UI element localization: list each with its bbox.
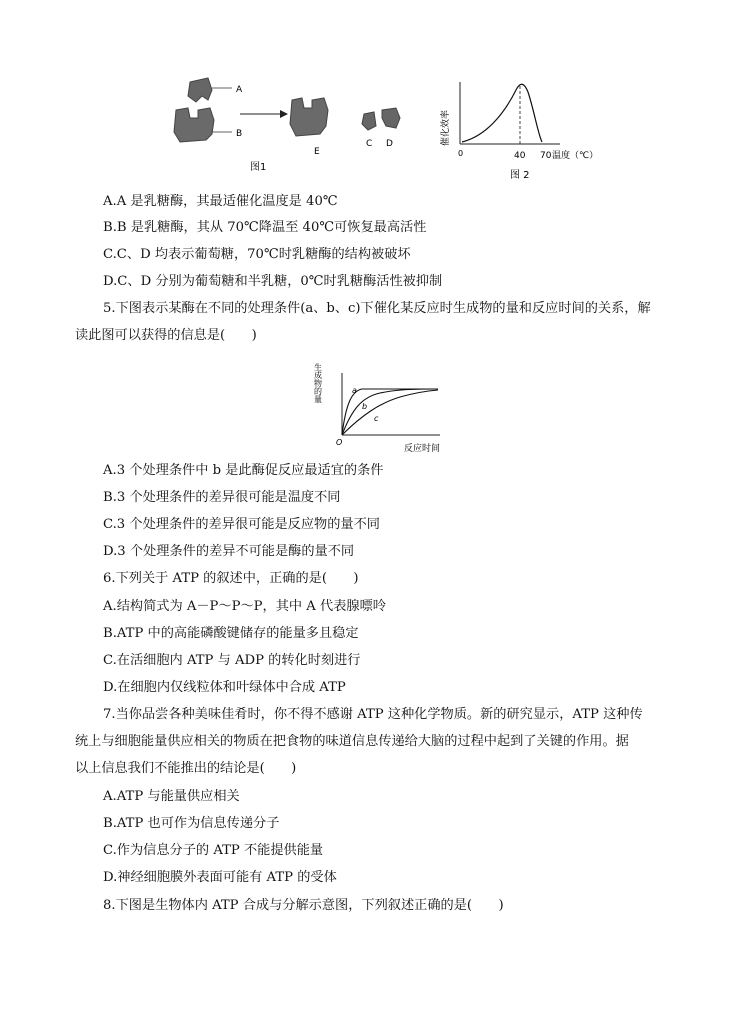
q7-stem-line3: 以上信息我们不能推出的结论是( ) xyxy=(75,761,297,776)
q7-option-c: C.作为信息分子的 ATP 不能提供能量 xyxy=(103,843,324,858)
activity-curve xyxy=(462,84,542,142)
q7-stem-line2: 统上与细胞能量供应相关的物质在把食物的味道信息传递给大脑的过程中起到了关键的作用。据 xyxy=(75,734,629,749)
curve-b xyxy=(342,389,438,435)
q6-option-d: D.在细胞内仅线粒体和叶绿体中合成 ATP xyxy=(103,680,346,695)
label-a: A xyxy=(236,85,243,95)
x-axis-label: 反应时间 xyxy=(404,444,441,454)
q5-option-c: C.3 个处理条件的差异很可能是反应物的量不同 xyxy=(103,517,380,532)
q6-option-c: C.在活细胞内 ATP 与 ADP 的转化时刻进行 xyxy=(103,653,361,668)
q4-option-c: C.C、D 均表示葡萄糖，70℃时乳糖酶的结构被破坏 xyxy=(103,247,411,262)
x-tick-70: 70 xyxy=(540,151,552,161)
q5-option-a: A.3 个处理条件中 b 是此酶促反应最适宜的条件 xyxy=(103,463,384,478)
y-axis-label xyxy=(314,362,323,403)
q4-option-a: A.A 是乳糖酶，其最适催化温度是 40℃ xyxy=(103,194,338,209)
curve-c xyxy=(342,390,438,435)
q7-option-d: D.神经细胞膜外表面可能有 ATP 的受体 xyxy=(103,870,337,885)
q6-stem: 6.下列关于 ATP 的叙述中，正确的是( ) xyxy=(103,571,359,586)
enzyme-b-shape xyxy=(174,108,214,142)
origin-label: O xyxy=(336,438,343,447)
q5-option-d: D.3 个处理条件的差异不可能是酶的量不同 xyxy=(103,544,355,559)
arrow-head-icon xyxy=(280,110,288,118)
q7-stem-line1: 7.当你品尝各种美味佳肴时，你不得不感谢 ATP 这种化学物质。新的研究显示，ATP 这种传 xyxy=(103,707,643,722)
figure-2-temperature-curve xyxy=(438,74,618,184)
figure-1-enzyme-diagram xyxy=(168,72,418,182)
label-e: E xyxy=(314,147,320,157)
q4-option-b: B.B 是乳糖酶，其从 70℃降温至 40℃可恢复最高活性 xyxy=(103,220,427,235)
product-c-shape xyxy=(362,112,376,130)
label-c: C xyxy=(366,139,373,149)
figure-2-caption: 图 2 xyxy=(510,170,530,181)
svg-text:生成物的量: 生成物的量 xyxy=(313,363,323,403)
q6-option-a: A.结构简式为 A－P～P～P，其中 A 代表腺嘌呤 xyxy=(103,599,386,614)
enzyme-e-shape xyxy=(290,98,328,136)
q5-option-b: B.3 个处理条件的差异很可能是温度不同 xyxy=(103,490,341,505)
curve-a-label: a xyxy=(352,386,357,395)
x-origin-label: 0 xyxy=(458,149,464,158)
q7-option-b: B.ATP 也可作为信息传递分子 xyxy=(103,816,280,831)
q8-stem: 8.下图是生物体内 ATP 合成与分解示意图，下列叙述正确的是( ) xyxy=(103,898,504,913)
svg-text:催化效率: 催化效率 xyxy=(441,109,451,146)
label-b: B xyxy=(236,129,243,139)
q5-stem-line2: 读此图可以获得的信息是( ) xyxy=(75,328,257,343)
q4-option-d: D.C、D 分别为葡萄糖和半乳糖，0℃时乳糖酶活性被抑制 xyxy=(103,274,443,289)
substrate-a-shape xyxy=(188,78,212,102)
curve-b-label: b xyxy=(362,402,368,411)
x-tick-40: 40 xyxy=(514,151,526,161)
y-axis-label xyxy=(439,110,451,146)
product-d-shape xyxy=(382,108,400,128)
curve-a xyxy=(342,389,438,435)
label-d: D xyxy=(386,139,393,149)
curve-c-label: c xyxy=(374,414,379,423)
figure-3-reaction-curves xyxy=(313,353,458,457)
q5-stem-line1: 5.下图表示某酶在不同的处理条件(a、b、c)下催化某反应时生成物的量和反应时间的关系，解 xyxy=(103,301,651,316)
q7-option-a: A.ATP 与能量供应相关 xyxy=(103,789,240,804)
q6-option-b: B.ATP 中的高能磷酸键储存的能量多且稳定 xyxy=(103,626,359,641)
figure-1-caption: 图1 xyxy=(250,162,267,173)
x-axis-label: 温度（℃） xyxy=(552,151,599,161)
